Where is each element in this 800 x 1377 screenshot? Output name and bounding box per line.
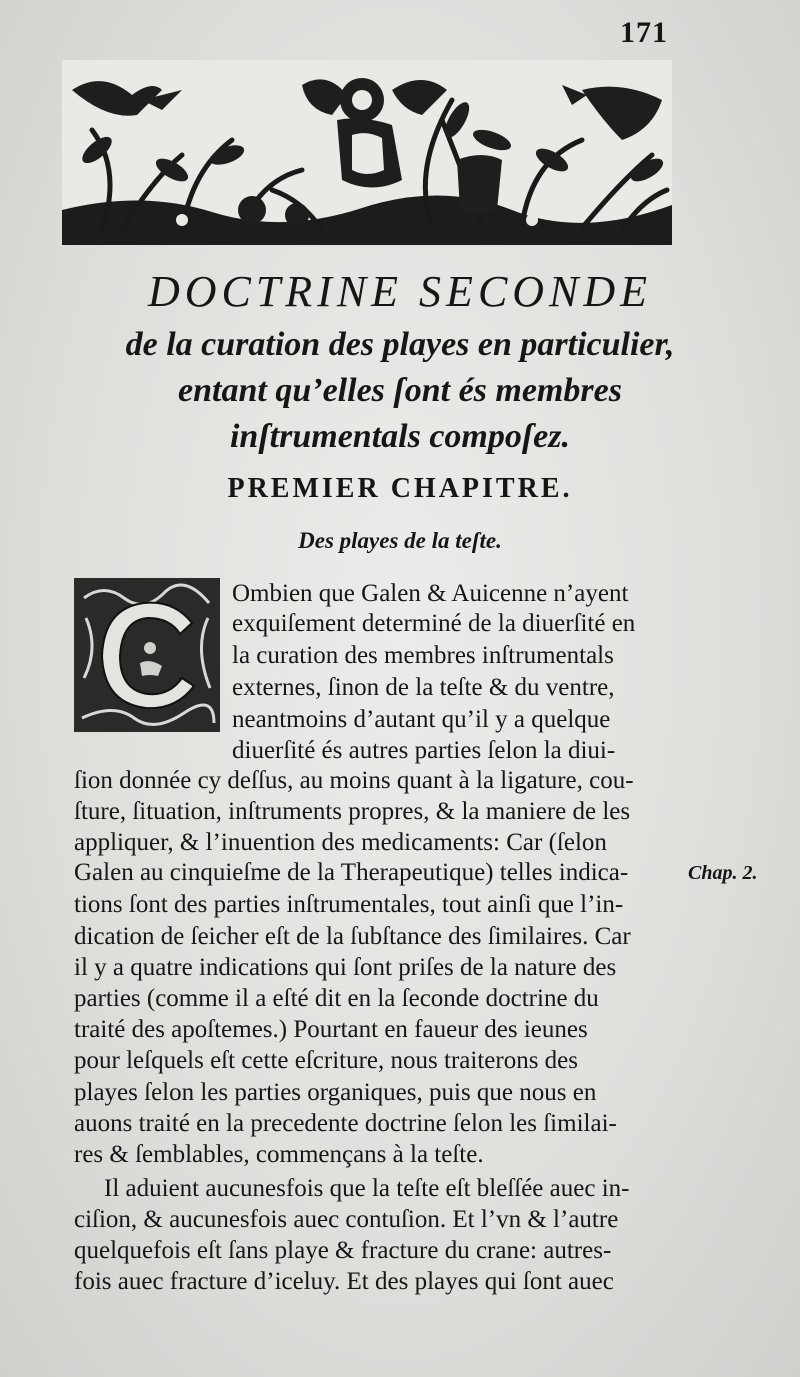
- text-line: externes, ſinon de la teſte & du ventre,: [232, 674, 615, 701]
- subtitle-line: entant qu’elles ſont és membres: [178, 372, 622, 409]
- ornamental-initial-icon: [74, 578, 220, 732]
- section-title: Des playes de la teſte.: [298, 528, 502, 553]
- page-number: 171: [620, 16, 668, 49]
- text-line: exquiſement determiné de la diuerſité en: [232, 610, 636, 637]
- subtitle-line: de la curation des playes en particulier,: [125, 326, 675, 363]
- text-line: la curation des membres inſtrumentals: [232, 642, 614, 669]
- text-line: parties (comme il a eſté dit en la ſeconde doctrine du: [74, 985, 599, 1012]
- text-line: playes ſelon les parties organiques, puis que nous en: [74, 1079, 597, 1106]
- doctrine-title: DOCTRINE SECONDE: [147, 267, 653, 316]
- text-line: diuerſité és autres parties ſelon la diui-: [232, 737, 616, 764]
- text-line: dication de ſeicher eſt de la ſubſtance des ſimilaires. Car: [74, 923, 631, 950]
- text-line: pour leſquels eſt cette eſcriture, nous traiterons des: [74, 1047, 578, 1074]
- text-line: Il aduient aucunesfois que la teſte eſt bleſſée auec in-: [104, 1175, 630, 1202]
- text-line: tions ſont des parties inſtrumentales, tout ainſi que l’in-: [74, 891, 624, 918]
- woodcut-ornament-icon: [62, 60, 672, 245]
- text-line: ſion donnée cy deſſus, au moins quant à la ligature, cou-: [74, 767, 634, 794]
- subtitle-line: inſtrumentals compoſez.: [229, 418, 571, 455]
- text-line: res & ſemblables, commençans à la teſte.: [74, 1141, 484, 1168]
- margin-note: Chap. 2.: [688, 862, 758, 884]
- text-line: ciſion, & aucunesfois auec contuſion. Et l’vn & l’autre: [74, 1206, 619, 1233]
- chapter-heading: PREMIER CHAPITRE.: [227, 473, 573, 504]
- text-line: neantmoins d’autant qu’il y a quelque: [232, 706, 611, 733]
- text-line: il y a quatre indications qui ſont priſes de la nature des: [74, 954, 617, 981]
- text-line: Galen au cinquieſme de la Therapeutique) telles indica-: [74, 859, 629, 886]
- text-line: appliquer, & l’inuention des medicaments: Car (ſelon: [74, 829, 607, 856]
- text-line: Ombien que Galen & Auicenne n’ayent: [232, 580, 629, 607]
- text-line: fois auec fracture d’iceluy. Et des playes qui ſont auec: [74, 1268, 614, 1295]
- text-line: traité des apoſtemes.) Pourtant en faueur des ieunes: [74, 1016, 588, 1043]
- text-line: auons traité en la precedente doctrine ſelon les ſimilai-: [74, 1110, 617, 1137]
- text-line: ſture, ſituation, inſtruments propres, & la maniere de les: [74, 798, 631, 825]
- text-line: quelquefois eſt ſans playe & fracture du crane: autres-: [74, 1237, 612, 1264]
